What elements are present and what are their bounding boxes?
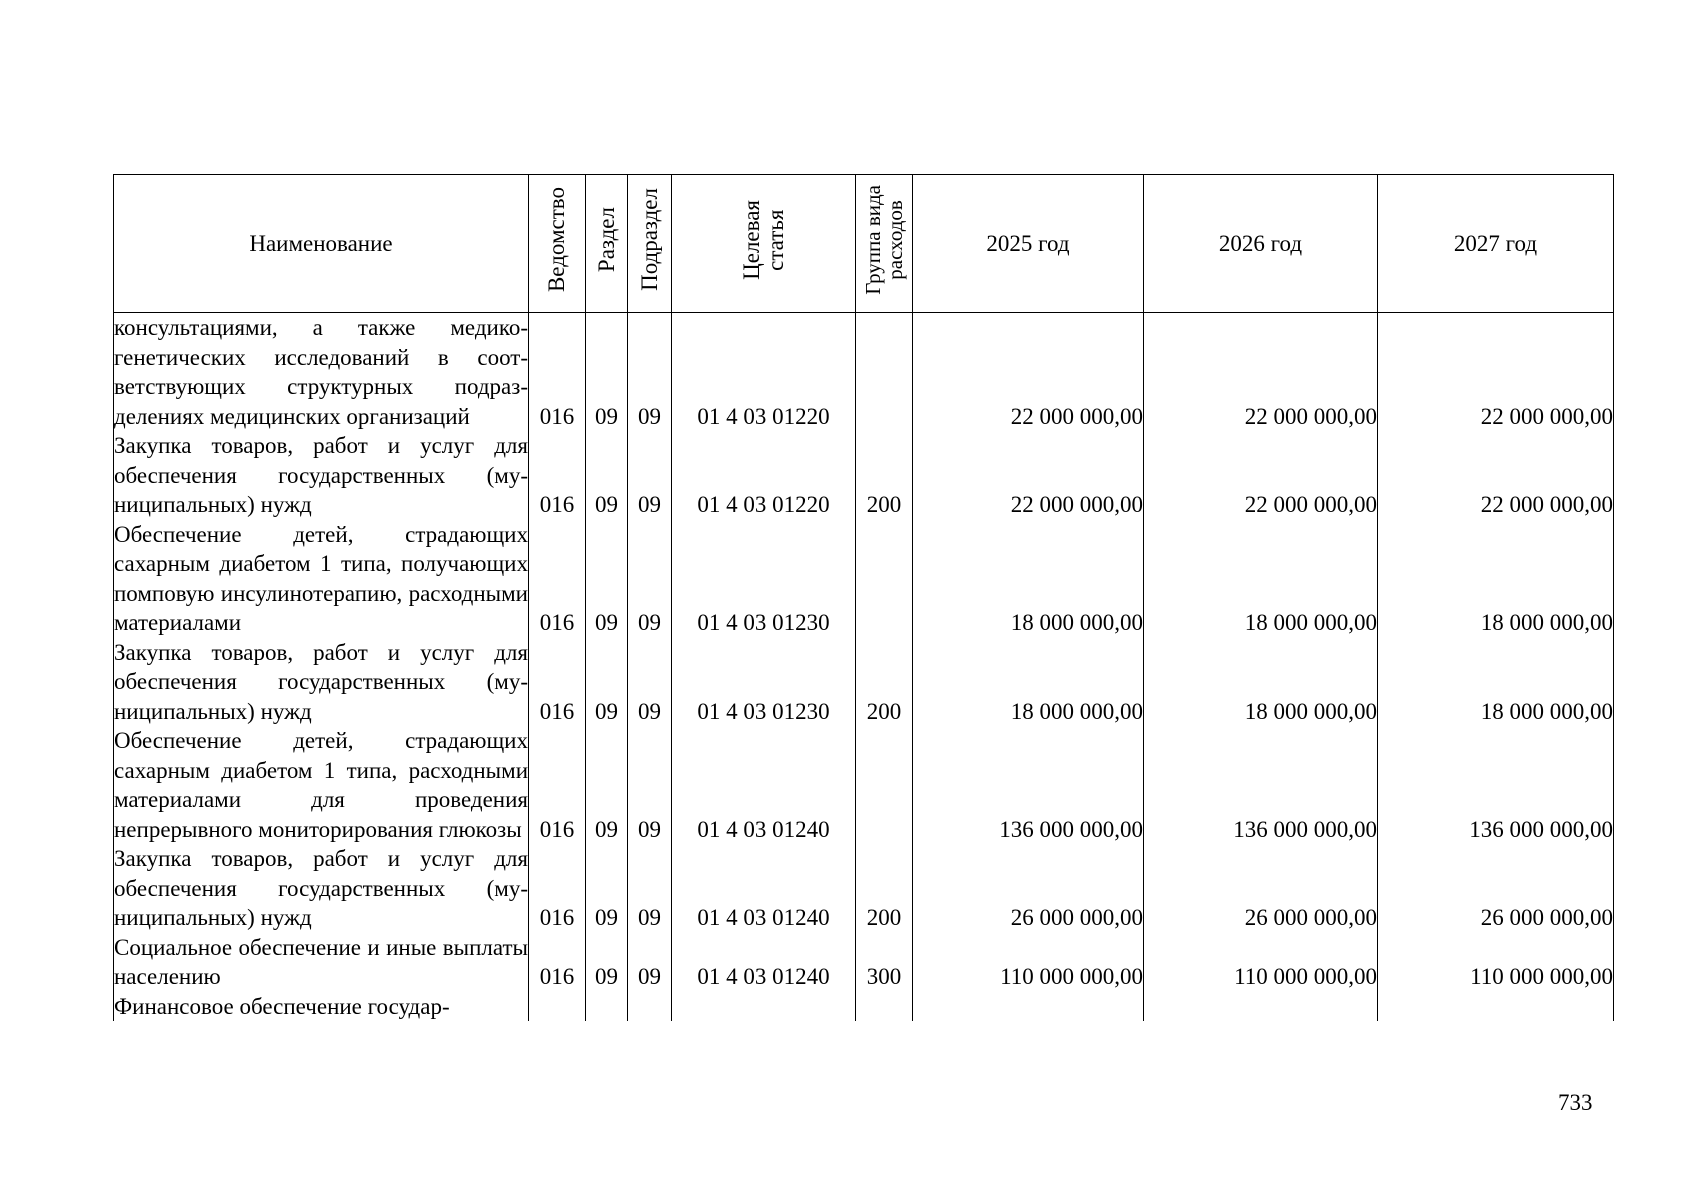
table-row (114, 933, 1614, 992)
cell-section: 09 (586, 520, 628, 638)
cell-year-2025 (913, 992, 1144, 1022)
table-row (114, 431, 1614, 520)
header-department: Ведомство (529, 175, 586, 313)
cell-section: 09 (586, 313, 628, 432)
cell-year-2027: 110 000 000,00 (1378, 933, 1614, 992)
cell-section: 09 (586, 933, 628, 992)
cell-subsection (628, 992, 672, 1022)
cell-department (529, 992, 586, 1022)
cell-department: 016 (529, 844, 586, 933)
cell-subsection: 09 (628, 431, 672, 520)
cell-section: 09 (586, 638, 628, 727)
cell-name: Обеспечение детей, страдающих сахарным диабетом 1 типа, расходными материалами для проведения непрерывного мониторирования глюкозы (114, 726, 529, 844)
cell-year-2025: 26 000 000,00 (913, 844, 1144, 933)
header-name: Наименование (114, 175, 529, 313)
page-number: 733 (1558, 1090, 1593, 1115)
table-row (114, 844, 1614, 933)
cell-name: Закупка товаров, работ и услуг для обеспечения государственных (муниципальных) нужд (114, 431, 529, 520)
header-year-2025: 2025 год (913, 175, 1144, 313)
cell-name: Закупка товаров, работ и услуг для обеспечения государственных (муниципальных) нужд (114, 638, 529, 727)
cell-expense-group: 200 (856, 844, 913, 933)
cell-target-item (672, 992, 856, 1022)
table-row (114, 638, 1614, 727)
table-row (114, 313, 1614, 432)
cell-name: Финансовое обеспечение государ- (114, 992, 529, 1022)
cell-subsection: 09 (628, 638, 672, 727)
cell-expense-group (856, 313, 913, 432)
cell-target-item: 01 4 03 01220 (672, 431, 856, 520)
cell-target-item: 01 4 03 01230 (672, 638, 856, 727)
cell-year-2027: 22 000 000,00 (1378, 431, 1614, 520)
cell-year-2025: 110 000 000,00 (913, 933, 1144, 992)
cell-year-2026: 22 000 000,00 (1144, 431, 1378, 520)
cell-target-item: 01 4 03 01240 (672, 933, 856, 992)
cell-name: консультациями, а также медико-генетических исследований в соответствующих структурных подразделениях медицинских организаций (114, 313, 529, 432)
cell-year-2027: 18 000 000,00 (1378, 638, 1614, 727)
cell-target-item: 01 4 03 01240 (672, 726, 856, 844)
cell-department: 016 (529, 431, 586, 520)
cell-year-2025: 18 000 000,00 (913, 520, 1144, 638)
cell-expense-group: 200 (856, 638, 913, 727)
cell-section: 09 (586, 844, 628, 933)
cell-section: 09 (586, 726, 628, 844)
header-subsection: Подраздел (628, 175, 672, 313)
cell-section: 09 (586, 431, 628, 520)
cell-expense-group: 300 (856, 933, 913, 992)
cell-year-2027: 26 000 000,00 (1378, 844, 1614, 933)
cell-year-2026: 22 000 000,00 (1144, 313, 1378, 432)
table-row (114, 520, 1614, 638)
cell-year-2027: 18 000 000,00 (1378, 520, 1614, 638)
table-row (114, 992, 1614, 1022)
cell-department: 016 (529, 933, 586, 992)
cell-year-2027: 136 000 000,00 (1378, 726, 1614, 844)
cell-section (586, 992, 628, 1022)
cell-year-2026: 110 000 000,00 (1144, 933, 1378, 992)
table-body (114, 313, 1614, 1022)
cell-target-item: 01 4 03 01220 (672, 313, 856, 432)
cell-subsection: 09 (628, 726, 672, 844)
cell-year-2027: 22 000 000,00 (1378, 313, 1614, 432)
header-expense-group: Группа вида расходов (856, 175, 913, 313)
cell-expense-group (856, 520, 913, 638)
cell-subsection: 09 (628, 844, 672, 933)
cell-year-2025: 136 000 000,00 (913, 726, 1144, 844)
header-target-item: Целевая статья (672, 175, 856, 313)
cell-year-2026: 26 000 000,00 (1144, 844, 1378, 933)
cell-target-item: 01 4 03 01230 (672, 520, 856, 638)
cell-subsection: 09 (628, 520, 672, 638)
cell-year-2026: 18 000 000,00 (1144, 520, 1378, 638)
cell-subsection: 09 (628, 933, 672, 992)
cell-year-2027 (1378, 992, 1614, 1022)
header-year-2027: 2027 год (1378, 175, 1614, 313)
cell-target-item: 01 4 03 01240 (672, 844, 856, 933)
cell-name: Закупка товаров, работ и услуг для обеспечения государственных (муниципальных) нужд (114, 844, 529, 933)
header-year-2026: 2026 год (1144, 175, 1378, 313)
budget-table (113, 174, 1614, 1021)
cell-year-2025: 22 000 000,00 (913, 313, 1144, 432)
cell-subsection: 09 (628, 313, 672, 432)
table-row (114, 726, 1614, 844)
cell-year-2025: 22 000 000,00 (913, 431, 1144, 520)
cell-department: 016 (529, 313, 586, 432)
cell-year-2026: 136 000 000,00 (1144, 726, 1378, 844)
cell-expense-group (856, 992, 913, 1022)
cell-year-2025: 18 000 000,00 (913, 638, 1144, 727)
cell-name: Обеспечение детей, страдающих сахарным диабетом 1 типа, получающих помповую инсулинотерапию, расходными материалами (114, 520, 529, 638)
cell-expense-group: 200 (856, 431, 913, 520)
cell-year-2026 (1144, 992, 1378, 1022)
cell-expense-group (856, 726, 913, 844)
cell-department: 016 (529, 726, 586, 844)
cell-department: 016 (529, 638, 586, 727)
header-section: Раздел (586, 175, 628, 313)
cell-name: Социальное обеспечение и иные выплаты населению (114, 933, 529, 992)
cell-year-2026: 18 000 000,00 (1144, 638, 1378, 727)
cell-department: 016 (529, 520, 586, 638)
table-header-row (114, 175, 1614, 313)
